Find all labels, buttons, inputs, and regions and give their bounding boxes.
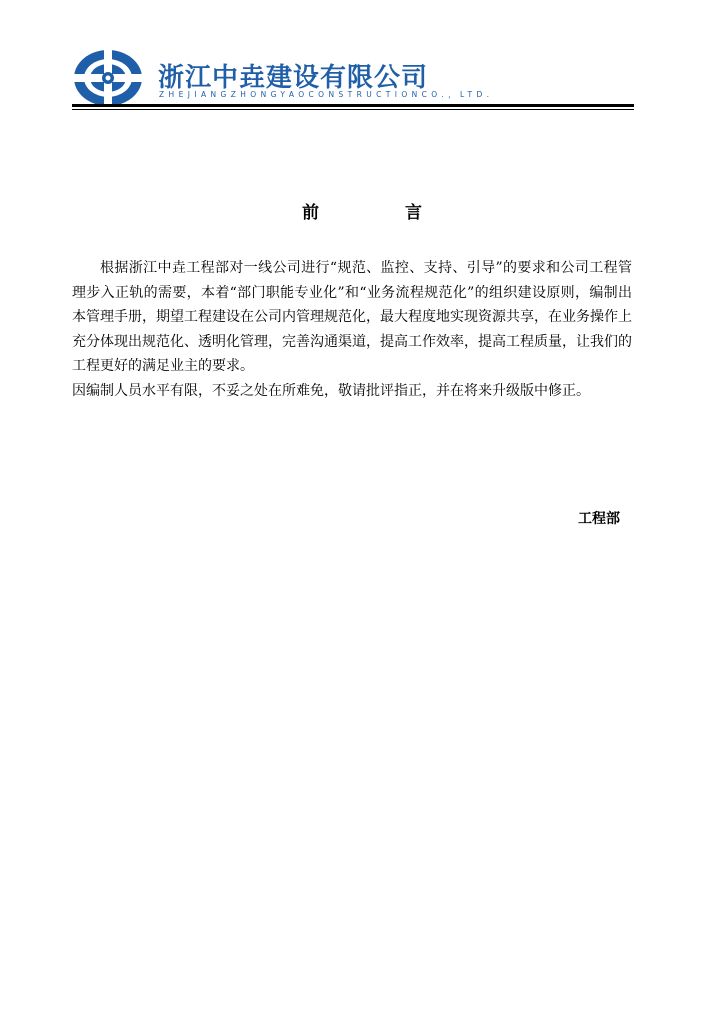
page-title: 前 言 — [302, 203, 422, 223]
paragraph: 根据浙江中垚工程部对一线公司进行“规范、监控、支持、引导”的要求和公司工程管理步入正轨的需要，本着“部门职能专业化”和“业务流程规范化”的组织建设原则，编制出本管理手册，期望工程建设在公司内管理规范化，最大程度地实现资源共享，在业务操作上充分体现出规范化、透明化管理，完善沟通渠道，提高工作效率，提高工程质量，让我们的工程更好的满足业主的要求。 — [72, 260, 632, 374]
letterhead — [72, 48, 632, 112]
signature: 工程部 — [578, 511, 620, 527]
header-rule-thick — [72, 104, 634, 107]
preface-body — [72, 256, 632, 403]
company-logo-icon — [72, 48, 144, 108]
paragraph: 因编制人员水平有限，不妥之处在所难免，敬请批评指正，并在将来升级版中修正。 — [72, 382, 590, 399]
company-name-en: ZHEJIANGZHONGYAOCONSTRUCTIONCO.，LTD. — [159, 90, 494, 99]
header-rule-thin — [72, 109, 634, 110]
company-name-cn: 浙江中垚建设有限公司 — [158, 63, 429, 93]
